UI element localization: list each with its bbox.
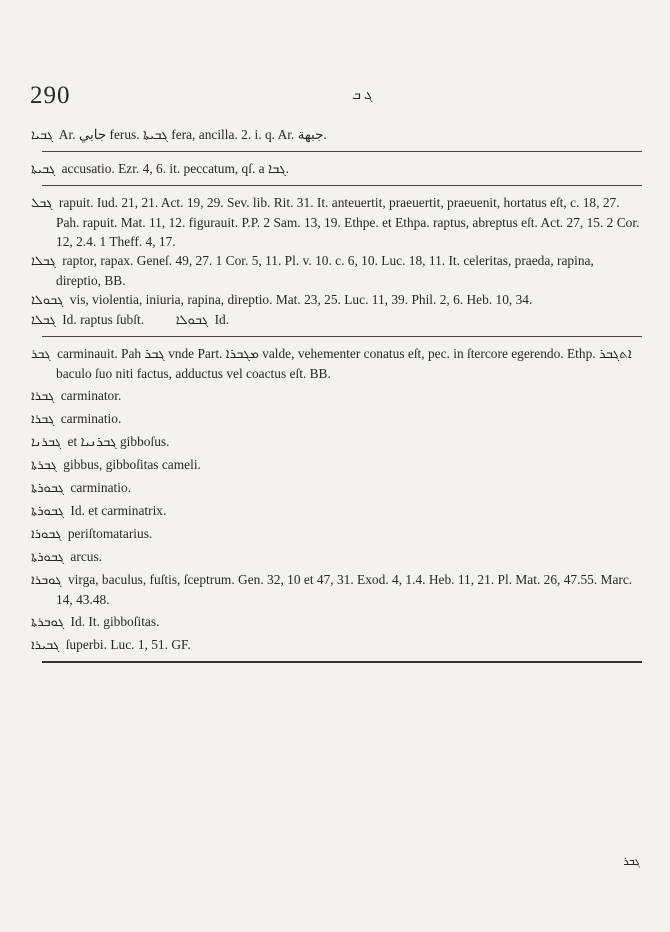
headword: ܓܒܠܐ xyxy=(31,313,56,328)
separator-rule-bottom xyxy=(42,661,642,663)
entry-carminatio xyxy=(31,409,642,429)
headword: ܓܒܘܪܬܐ xyxy=(31,504,65,519)
entry-gibbosus xyxy=(31,432,642,452)
catchword: ܓܒܪ xyxy=(623,855,640,868)
headword: ܓܒܝܪܐ xyxy=(31,638,60,653)
headword: ܓܒܘܠܐ xyxy=(31,293,64,308)
page-number: 290 xyxy=(30,82,71,109)
definition: ſuperbi. Luc. 1, 51. GF. xyxy=(65,637,191,652)
entries-column xyxy=(31,125,642,670)
entry-carminauit xyxy=(31,344,642,383)
separator-rule xyxy=(42,336,642,337)
definition: rapuit. Iud. 21, 21. Act. 19, 29. Sev. lib. Rit. 31. It. anteuertit, praeuertit, praeuenit, hortatus eſt, c. 18, 27. Pah. rapuit. Mat. 11, 12. figurauit. P.P. 2 Sam. 13, 19. Ethpe. et Ethpa. raptus, abreptus eſt. Act. 27, 15. 2 Cor. 12, 2.4. 1 Theff. 4, 17. xyxy=(56,195,640,249)
entry-raptus xyxy=(31,310,642,330)
headword: ܓܒܪܐ xyxy=(31,412,55,427)
headword: ܓܘܒܪܬܐ xyxy=(31,615,65,630)
entry-carminator xyxy=(31,386,642,406)
definition: vis, violentia, iniuria, rapina, direptio. Mat. 23, 25. Luc. 11, 39. Phil. 2, 6. Heb. 10, 34. xyxy=(69,292,533,307)
definition: accusatio. Ezr. 4, 6. it. peccatum, qſ. a ܓܒܐ. xyxy=(61,161,290,176)
definition: Id. It. gibboſitas. xyxy=(70,614,160,629)
headword: ܓܒܪܐ xyxy=(31,389,55,404)
headword: ܓܒܪܢܐ xyxy=(31,435,62,450)
definition: et ܓܒܪܢܝܐ gibboſus. xyxy=(67,434,170,449)
entry-vis xyxy=(31,290,642,310)
headword: ܓܒܘܪܐ xyxy=(31,527,62,542)
headword: ܓܒܝܬܐ xyxy=(31,162,56,177)
headword: ܓܒܘܪܬܐ xyxy=(31,550,65,565)
definition: carminatio. xyxy=(70,480,132,495)
entry-carminatio-2 xyxy=(31,478,642,498)
entry-raptor xyxy=(31,251,642,290)
running-head: ܓ ܒ xyxy=(352,87,373,102)
entry-accusatio xyxy=(31,159,642,179)
headword: ܓܘܒܪܐ xyxy=(31,573,62,588)
entry-gibbus xyxy=(31,455,642,475)
definition: carminatio. xyxy=(60,411,122,426)
definition: periſtomatarius. xyxy=(67,526,153,541)
separator-rule xyxy=(42,185,642,186)
definition: carminator. xyxy=(60,388,122,403)
headword: ܓܒܠܐ xyxy=(31,254,56,269)
definition: Id. raptus ſubſt. xyxy=(62,312,145,327)
entry-carminatrix xyxy=(31,501,642,521)
definition: Id. et carminatrix. xyxy=(70,503,167,518)
headword: ܓܒܪ xyxy=(31,347,51,362)
headword-secondary: ܓܒܘܠܐ xyxy=(175,313,209,328)
separator-rule xyxy=(42,151,642,152)
definition: raptor, rapax. Geneſ. 49, 27. 1 Cor. 5, 11. Pl. v. 10. c. 6, 10. Luc. 18, 11. It. celeritas, praeda, rapina, direptio, BB. xyxy=(56,253,594,288)
entry-peristomatarius xyxy=(31,524,642,544)
page-header xyxy=(24,82,644,112)
definition: gibbus, gibboſitas cameli. xyxy=(63,457,201,472)
entry-rapuit xyxy=(31,193,642,251)
headword: ܓܒܪܬܐ xyxy=(31,458,57,473)
headword: ܓܒܝܐ xyxy=(31,128,54,143)
entry-superbi xyxy=(31,635,642,655)
definition: Ar. جابي ferus. ܓܒܝܬܐ fera, ancilla. 2. i. q. Ar. جبهة. xyxy=(58,127,327,142)
definition-secondary: Id. xyxy=(214,312,230,327)
definition: carminauit. Pah ܓܒܪ vnde Part. ܡܓܒܪܐ valde, vehementer conatus eſt, pec. in ſtercore egerendo. Ethp. ܐܬܓܒܪ baculo ſuo niti factus, adductus vel coactus eſt. BB. xyxy=(56,346,632,381)
headword: ܓܒܘܪܬܐ xyxy=(31,481,65,496)
entry-gibbositas xyxy=(31,612,642,632)
definition: arcus. xyxy=(70,549,103,564)
entry-virga xyxy=(31,570,642,609)
entry-arcus xyxy=(31,547,642,567)
definition: virga, baculus, fuſtis, ſceptrum. Gen. 32, 10 et 47, 31. Exod. 4, 1.4. Heb. 11, 21. Pl. Mat. 26, 47.55. Marc. 14, 43.48. xyxy=(56,572,633,607)
entry-gbya xyxy=(31,125,642,145)
headword: ܓܒܠ xyxy=(31,196,53,211)
